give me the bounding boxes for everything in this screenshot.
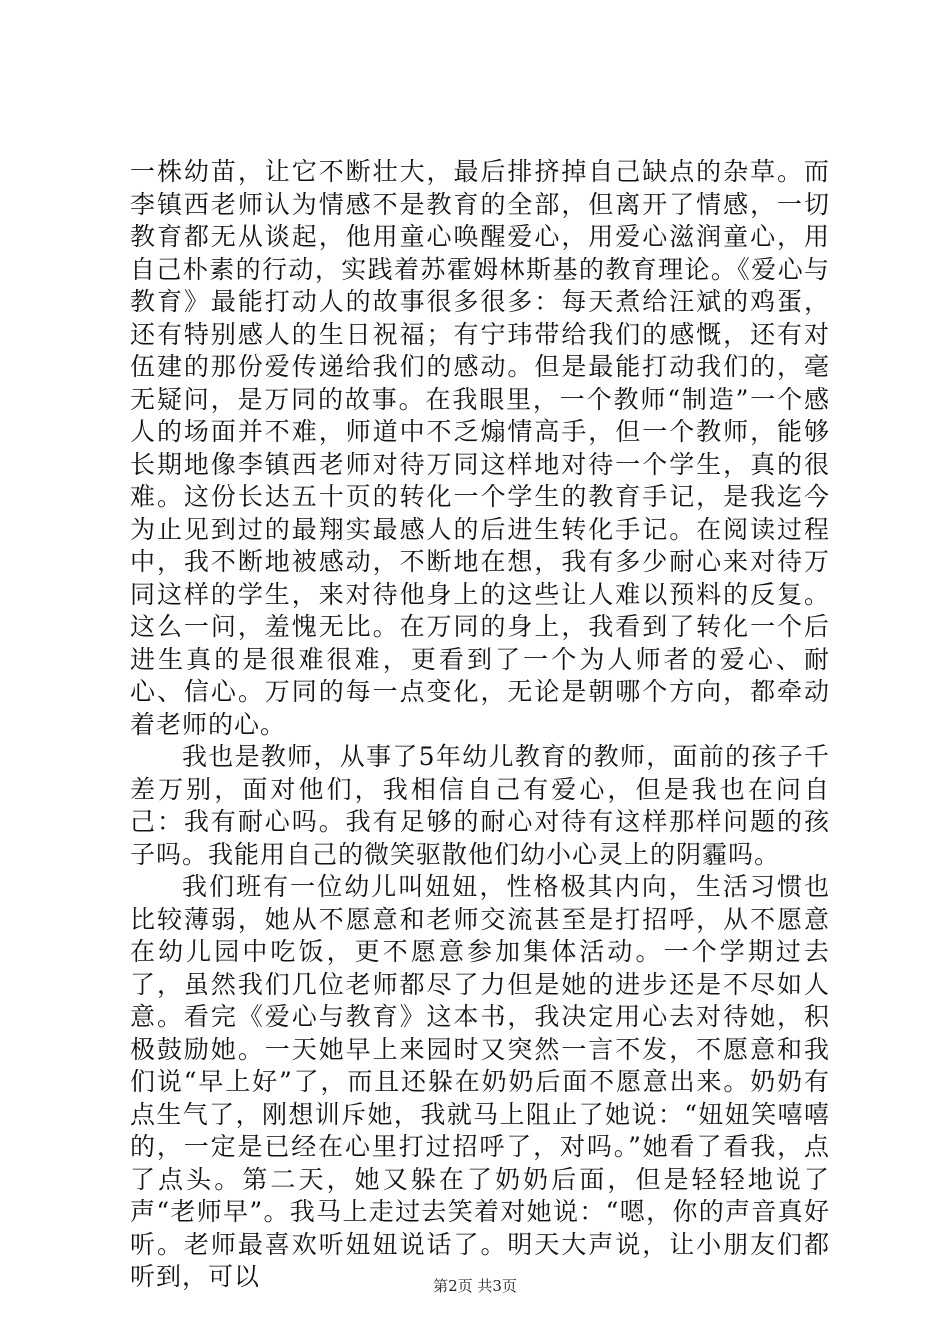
paragraph-3: 我们班有一位幼儿叫妞妞，性格极其内向，生活习惯也比较薄弱，她从不愿意和老师交流甚至是打招呼，从不愿意在幼儿园中吃饭，更不愿意参加集体活动。一个学期过去了，虽然我们几位老师都尽了力但是她的进步还是不尽如人意。看完《爱心与教育》这本书，我决定用心去对待她，积极鼓励她。一天她早上来园时又突然一言不发，不愿意和我们说“早上好”了，而且还躲在奶奶后面不愿意出来。奶奶有点生气了，刚想训斥她，我就马上阻止了她说：“妞妞笑嘻嘻的，一定是已经在心里打过招呼了，对吗。”她看了看我，点了点头。第二天，她又躲在了奶奶后面，但是轻轻地说了声“老师早”。我马上走过去笑着对她说：“嗯，你的声音真好听。老师最喜欢听妞妞说话了。明天大声说，让小朋友们都听到，可以 (130, 872, 830, 1291)
page-footer: 第2页 共3页 (433, 1277, 517, 1295)
document-body (130, 156, 830, 1294)
paragraph-2: 我也是教师，从事了5年幼儿教育的教师，面前的孩子千差万别，面对他们，我相信自己有爱心，但是我也在问自己：我有耐心吗。我有足够的耐心对待有这样那样问题的孩子吗。我能用自己的微笑驱散他们幼小心灵上的阴霾吗。 (130, 742, 830, 869)
paragraph-1: 一株幼苗，让它不断壮大，最后排挤掉自己缺点的杂草。而李镇西老师认为情感不是教育的全部，但离开了情感，一切教育都无从谈起，他用童心唤醒爱心，用爱心滋润童心，用自己朴素的行动，实践着苏霍姆林斯基的教育理论。《爱心与教育》最能打动人的故事很多很多：每天煮给汪斌的鸡蛋，还有特别感人的生日祝福；有宁玮带给我们的感慨，还有对伍建的那份爱传递给我们的感动。但是最能打动我们的，毫无疑问，是万同的故事。在我眼里，一个教师“制造”一个感人的场面并不难，师道中不乏煽情高手，但一个教师，能够长期地像李镇西老师对待万同这样地对待一个学生，真的很难。这份长达五十页的转化一个学生的教育手记，是我迄今为止见到过的最翔实最感人的后进生转化手记。在阅读过程中，我不断地被感动，不断地在想，我有多少耐心来对待万同这样的学生，来对待他身上的这些让人难以预料的反复。这么一问，羞愧无比。在万同的身上，我看到了转化一个后进生真的是很难很难，更看到了一个为人师者的爱心、耐心、信心。万同的每一点变化，无论是朝哪个方向，都牵动着老师的心。 (130, 157, 830, 739)
